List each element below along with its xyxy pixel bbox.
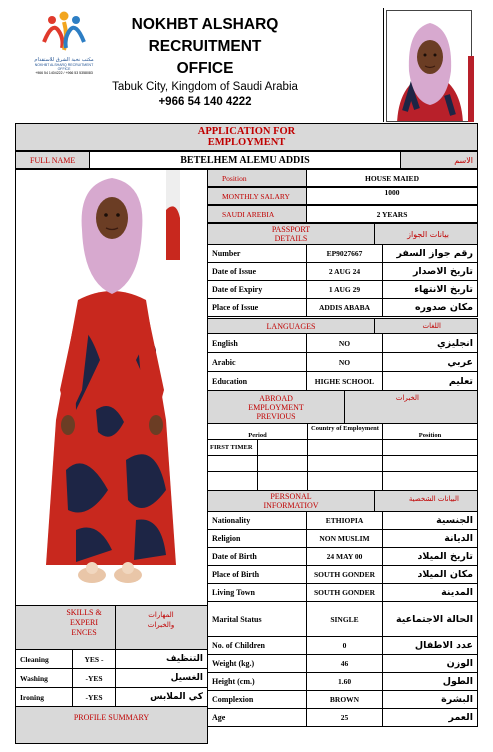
language-label-0: English	[212, 338, 238, 348]
personal-value-7-cell	[306, 654, 383, 673]
personal-value-7: 46	[340, 659, 349, 668]
personal-value-4: SOUTH GONDER	[313, 588, 376, 597]
personal-ar-5-cell	[382, 601, 478, 637]
skill-ar-2: كي الملابس	[150, 692, 203, 702]
passport-value-3: ADDIS ABABA	[318, 303, 371, 312]
personal-value-3: SOUTH GONDER	[313, 570, 376, 579]
passport-header-ar: بيانات الجواز	[407, 229, 449, 239]
full-name-value: BETELHEM ALEMU ADDIS	[180, 154, 310, 166]
passport-label-0-cell	[207, 244, 307, 263]
language-value-1-cell	[306, 352, 383, 372]
employment-row-2-country	[307, 455, 383, 472]
title-line-1: NOKHBT ALSHARQ	[131, 16, 279, 33]
skills-header-ar: المهارات والخبرات	[147, 611, 175, 629]
personal-ar-7-cell	[382, 654, 478, 673]
personal-label-5: Marital Status	[212, 614, 262, 624]
language-value-2-cell	[306, 371, 383, 391]
personal-label-1-cell	[207, 529, 307, 548]
language-ar-1: عربي	[447, 356, 473, 368]
skill-value-1-cell	[72, 668, 116, 688]
personal-value-5: SINGLE	[330, 614, 359, 624]
personal-value-1-cell	[306, 529, 383, 548]
language-value-0-cell	[306, 333, 383, 353]
personal-header-ar-cell	[374, 490, 478, 512]
personal-ar-0-cell	[382, 511, 478, 530]
skill-ar-0-cell	[115, 649, 208, 669]
passport-value-1-cell	[306, 262, 383, 281]
header-divider	[383, 8, 384, 122]
personal-value-3-cell	[306, 565, 383, 584]
personal-label-10-cell	[207, 708, 307, 727]
profile-summary-cell	[15, 706, 208, 744]
full-name-label: FULL NAME	[30, 155, 76, 165]
passport-ar-1-cell	[382, 262, 478, 281]
employment-row-1-country	[307, 439, 383, 456]
personal-label-9: Complexion	[212, 695, 254, 704]
personal-value-0-cell	[306, 511, 383, 530]
language-label-1-cell	[207, 352, 307, 372]
personal-ar-4: المدينة	[441, 587, 473, 598]
languages-header: LANGUAGES	[266, 321, 316, 331]
personal-value-10-cell	[306, 708, 383, 727]
passport-ar-1: تاريخ الاصدار	[412, 266, 473, 277]
personal-label-0: Nationality	[212, 516, 251, 525]
country-label-cell	[207, 205, 307, 223]
passport-label-1-cell	[207, 262, 307, 281]
salary-label-cell	[207, 187, 307, 205]
personal-label-8-cell	[207, 672, 307, 691]
personal-ar-1-cell	[382, 529, 478, 548]
title-line-2: RECRUITMENT	[148, 38, 262, 55]
personal-ar-8-cell	[382, 672, 478, 691]
personal-ar-6: عدد الاطفال	[414, 640, 473, 651]
skills-header-ar-cell	[115, 605, 208, 650]
skill-label-1-cell	[15, 668, 73, 688]
passport-value-2: 1 AUG 29	[328, 285, 361, 294]
personal-label-2: Date of Birth	[212, 552, 257, 561]
first-timer: FIRST TIMER	[210, 444, 253, 451]
skill-value-1: -YES	[85, 673, 103, 683]
passport-value-0: EP9027667	[326, 249, 363, 258]
passport-label-2: Date of Expiry	[212, 285, 263, 294]
personal-value-6-cell	[306, 636, 383, 655]
name-ar-cell	[400, 151, 478, 169]
skill-label-2-cell	[15, 687, 73, 707]
skill-value-0-cell	[72, 649, 116, 669]
skill-value-2: -YES	[85, 692, 103, 702]
personal-ar-5: الحالة الاجتماعية	[396, 613, 473, 625]
passport-ar-0-cell	[382, 244, 478, 263]
personal-label-9-cell	[207, 690, 307, 709]
passport-value-2-cell	[306, 280, 383, 299]
company-title	[100, 14, 310, 80]
profile-summary: PROFILE SUMMARY	[73, 713, 150, 722]
abroad-header-cell	[207, 390, 345, 424]
employment-row-3-period-2	[257, 471, 308, 491]
position-col-header	[382, 423, 478, 440]
position-value-cell	[306, 169, 478, 187]
personal-ar-7: الوزن	[446, 658, 473, 669]
language-ar-2-cell	[382, 371, 478, 391]
passport-label-2-cell	[207, 280, 307, 299]
personal-ar-10-cell	[382, 708, 478, 727]
employment-row-1-period-2	[257, 439, 308, 456]
skill-ar-1: الغسيل	[170, 673, 203, 683]
passport-ar-0: رقم جواز السفر	[396, 248, 473, 259]
skill-ar-2-cell	[115, 687, 208, 707]
application-title-row	[15, 123, 478, 151]
position-value: HOUSE MAIED	[365, 173, 419, 183]
personal-value-10: 25	[340, 713, 349, 722]
employment-row-2-period	[207, 455, 258, 472]
period-col-header	[207, 423, 308, 440]
skills-header-cell	[15, 605, 116, 650]
passport-header-ar-cell	[374, 223, 478, 245]
personal-ar-9-cell	[382, 690, 478, 709]
personal-value-8-cell	[306, 672, 383, 691]
language-label-2: Education	[212, 376, 248, 386]
personal-ar-2: تاريخ الميلاد	[417, 551, 473, 562]
passport-label-0: Number	[212, 249, 241, 258]
logo-caption-en: NOKHBT ALSHARQ RECRUITMENT OFFICE	[34, 63, 94, 71]
salary-label: MONTHLY SALARY	[222, 191, 290, 201]
skill-value-2-cell	[72, 687, 116, 707]
abroad-header-ar: الخبرات	[395, 394, 419, 402]
passport-label-3-cell	[207, 298, 307, 317]
personal-label-6: No. of Children	[212, 641, 265, 650]
skill-label-1: Washing	[20, 673, 48, 683]
passport-ar-3: مكان صدوره	[414, 302, 473, 313]
personal-ar-4-cell	[382, 583, 478, 602]
skill-ar-1-cell	[115, 668, 208, 688]
passport-label-3: Place of Issue	[212, 303, 259, 312]
languages-header-ar-cell	[374, 318, 478, 334]
passport-label-1: Date of Issue	[212, 267, 256, 276]
employment-row-3-position	[382, 471, 478, 491]
passport-ar-2-cell	[382, 280, 478, 299]
personal-value-6: 0	[342, 641, 347, 650]
personal-ar-0: الجنسية	[436, 515, 473, 526]
logo-figures-icon	[32, 8, 96, 52]
personal-label-8: Height (cm.)	[212, 677, 255, 686]
personal-value-9: BROWN	[329, 695, 360, 704]
personal-label-2-cell	[207, 547, 307, 566]
passport-ar-2: تاريخ الانتهاء	[414, 284, 473, 295]
personal-ar-10: العمر	[448, 712, 473, 723]
skill-ar-0: التنظيف	[166, 654, 203, 664]
personal-header-cell	[207, 490, 375, 512]
skill-label-0: Cleaning	[20, 654, 49, 664]
logo-caption: مكتب نخبة الشرق للاستقدام	[34, 57, 94, 63]
personal-ar-3-cell	[382, 565, 478, 584]
language-value-2: HIGHE SCHOOL	[314, 376, 375, 386]
position-col-label: Position	[418, 432, 442, 439]
country-label: SAUDI AREBIA	[222, 209, 275, 219]
full-name-label-cell	[15, 151, 90, 169]
contract-duration: 2 YEARS	[376, 209, 408, 219]
personal-value-2-cell	[306, 547, 383, 566]
languages-header-cell	[207, 318, 375, 334]
employment-row-1-position	[382, 439, 478, 456]
passport-ar-3-cell	[382, 298, 478, 317]
full-body-photo	[15, 169, 208, 606]
passport-header: PASSPORT DETAILS	[271, 225, 311, 243]
country-value-cell	[306, 205, 478, 223]
personal-label-6-cell	[207, 636, 307, 655]
application-title: APPLICATION FOR EMPLOYMENT	[197, 126, 296, 148]
employment-row-2-position	[382, 455, 478, 472]
language-label-0-cell	[207, 333, 307, 353]
language-ar-2: تعليم	[448, 375, 473, 387]
portrait-photo	[386, 10, 472, 122]
language-label-2-cell	[207, 371, 307, 391]
photo-edge	[468, 56, 474, 122]
name-ar-label: الاسم	[454, 155, 473, 165]
personal-label-4: Living Town	[212, 588, 255, 597]
personal-header: PERSONAL INFORMATIOV	[263, 492, 319, 510]
personal-ar-1: الديانة	[444, 533, 473, 544]
language-value-0: NO	[338, 338, 351, 348]
personal-label-7-cell	[207, 654, 307, 673]
personal-label-1: Religion	[212, 534, 241, 543]
full-name-value-cell	[89, 151, 401, 169]
personal-label-0-cell	[207, 511, 307, 530]
passport-value-3-cell	[306, 298, 383, 317]
personal-label-3-cell	[207, 565, 307, 584]
salary-value: 1000	[384, 188, 400, 197]
skills-header: SKILLS & EXPERI ENCES	[66, 608, 102, 637]
language-ar-0: انجليزي	[436, 337, 473, 349]
passport-header-cell	[207, 223, 375, 245]
language-label-1: Arabic	[212, 357, 236, 367]
personal-label-7: Weight (kg.)	[212, 659, 255, 668]
passport-value-0-cell	[306, 244, 383, 263]
personal-value-0: ETHIOPIA	[325, 516, 364, 525]
salary-value-cell	[306, 187, 478, 205]
personal-label-4-cell	[207, 583, 307, 602]
employment-row-1-period	[207, 439, 258, 456]
language-ar-1-cell	[382, 352, 478, 372]
passport-value-1: 2 AUG 24	[328, 267, 361, 276]
company-logo	[32, 8, 96, 75]
employment-row-2-period-2	[257, 455, 308, 472]
position-label: Position	[222, 173, 247, 183]
skill-label-0-cell	[15, 649, 73, 669]
personal-ar-6-cell	[382, 636, 478, 655]
personal-value-4-cell	[306, 583, 383, 602]
skill-value-0: YES -	[84, 654, 104, 664]
company-city: Tabuk City, Kingdom of Saudi Arabia	[112, 81, 298, 93]
country-employment-label: Country of Employment	[311, 425, 379, 432]
language-value-1: NO	[338, 357, 351, 367]
employment-row-3-period	[207, 471, 258, 491]
language-ar-0-cell	[382, 333, 478, 353]
personal-value-2: 24 MAY 00	[326, 552, 363, 561]
logo-subline: +966 54 1404222 / +966 53 5358083	[35, 71, 93, 75]
personal-ar-3: مكان الميلاد	[417, 569, 473, 580]
personal-ar-2-cell	[382, 547, 478, 566]
period-label: Period	[248, 432, 267, 439]
personal-label-10: Age	[212, 713, 226, 722]
personal-value-1: NON MUSLIM	[319, 534, 370, 543]
personal-header-ar: البيانات الشخصية	[408, 495, 459, 503]
personal-value-8: 1.60	[337, 677, 352, 686]
personal-label-5-cell	[207, 601, 307, 637]
personal-label-3: Place of Birth	[212, 570, 260, 579]
personal-ar-9: البشرة	[441, 694, 473, 705]
personal-value-5-cell	[306, 601, 383, 637]
skill-label-2: Ironing	[20, 692, 45, 702]
title-line-3: OFFICE	[176, 60, 234, 77]
position-label-cell	[207, 169, 307, 187]
personal-ar-8: الطول	[442, 676, 473, 687]
personal-value-9-cell	[306, 690, 383, 709]
abroad-header-ar-cell	[344, 390, 478, 424]
employment-row-3-country	[307, 471, 383, 491]
company-phone: +966 54 140 4222	[158, 96, 252, 108]
country-col-header	[307, 423, 383, 440]
languages-header-ar: اللغات	[422, 322, 441, 330]
abroad-header: ABROAD EMPLOYMENT PREVIOUS	[248, 393, 304, 421]
